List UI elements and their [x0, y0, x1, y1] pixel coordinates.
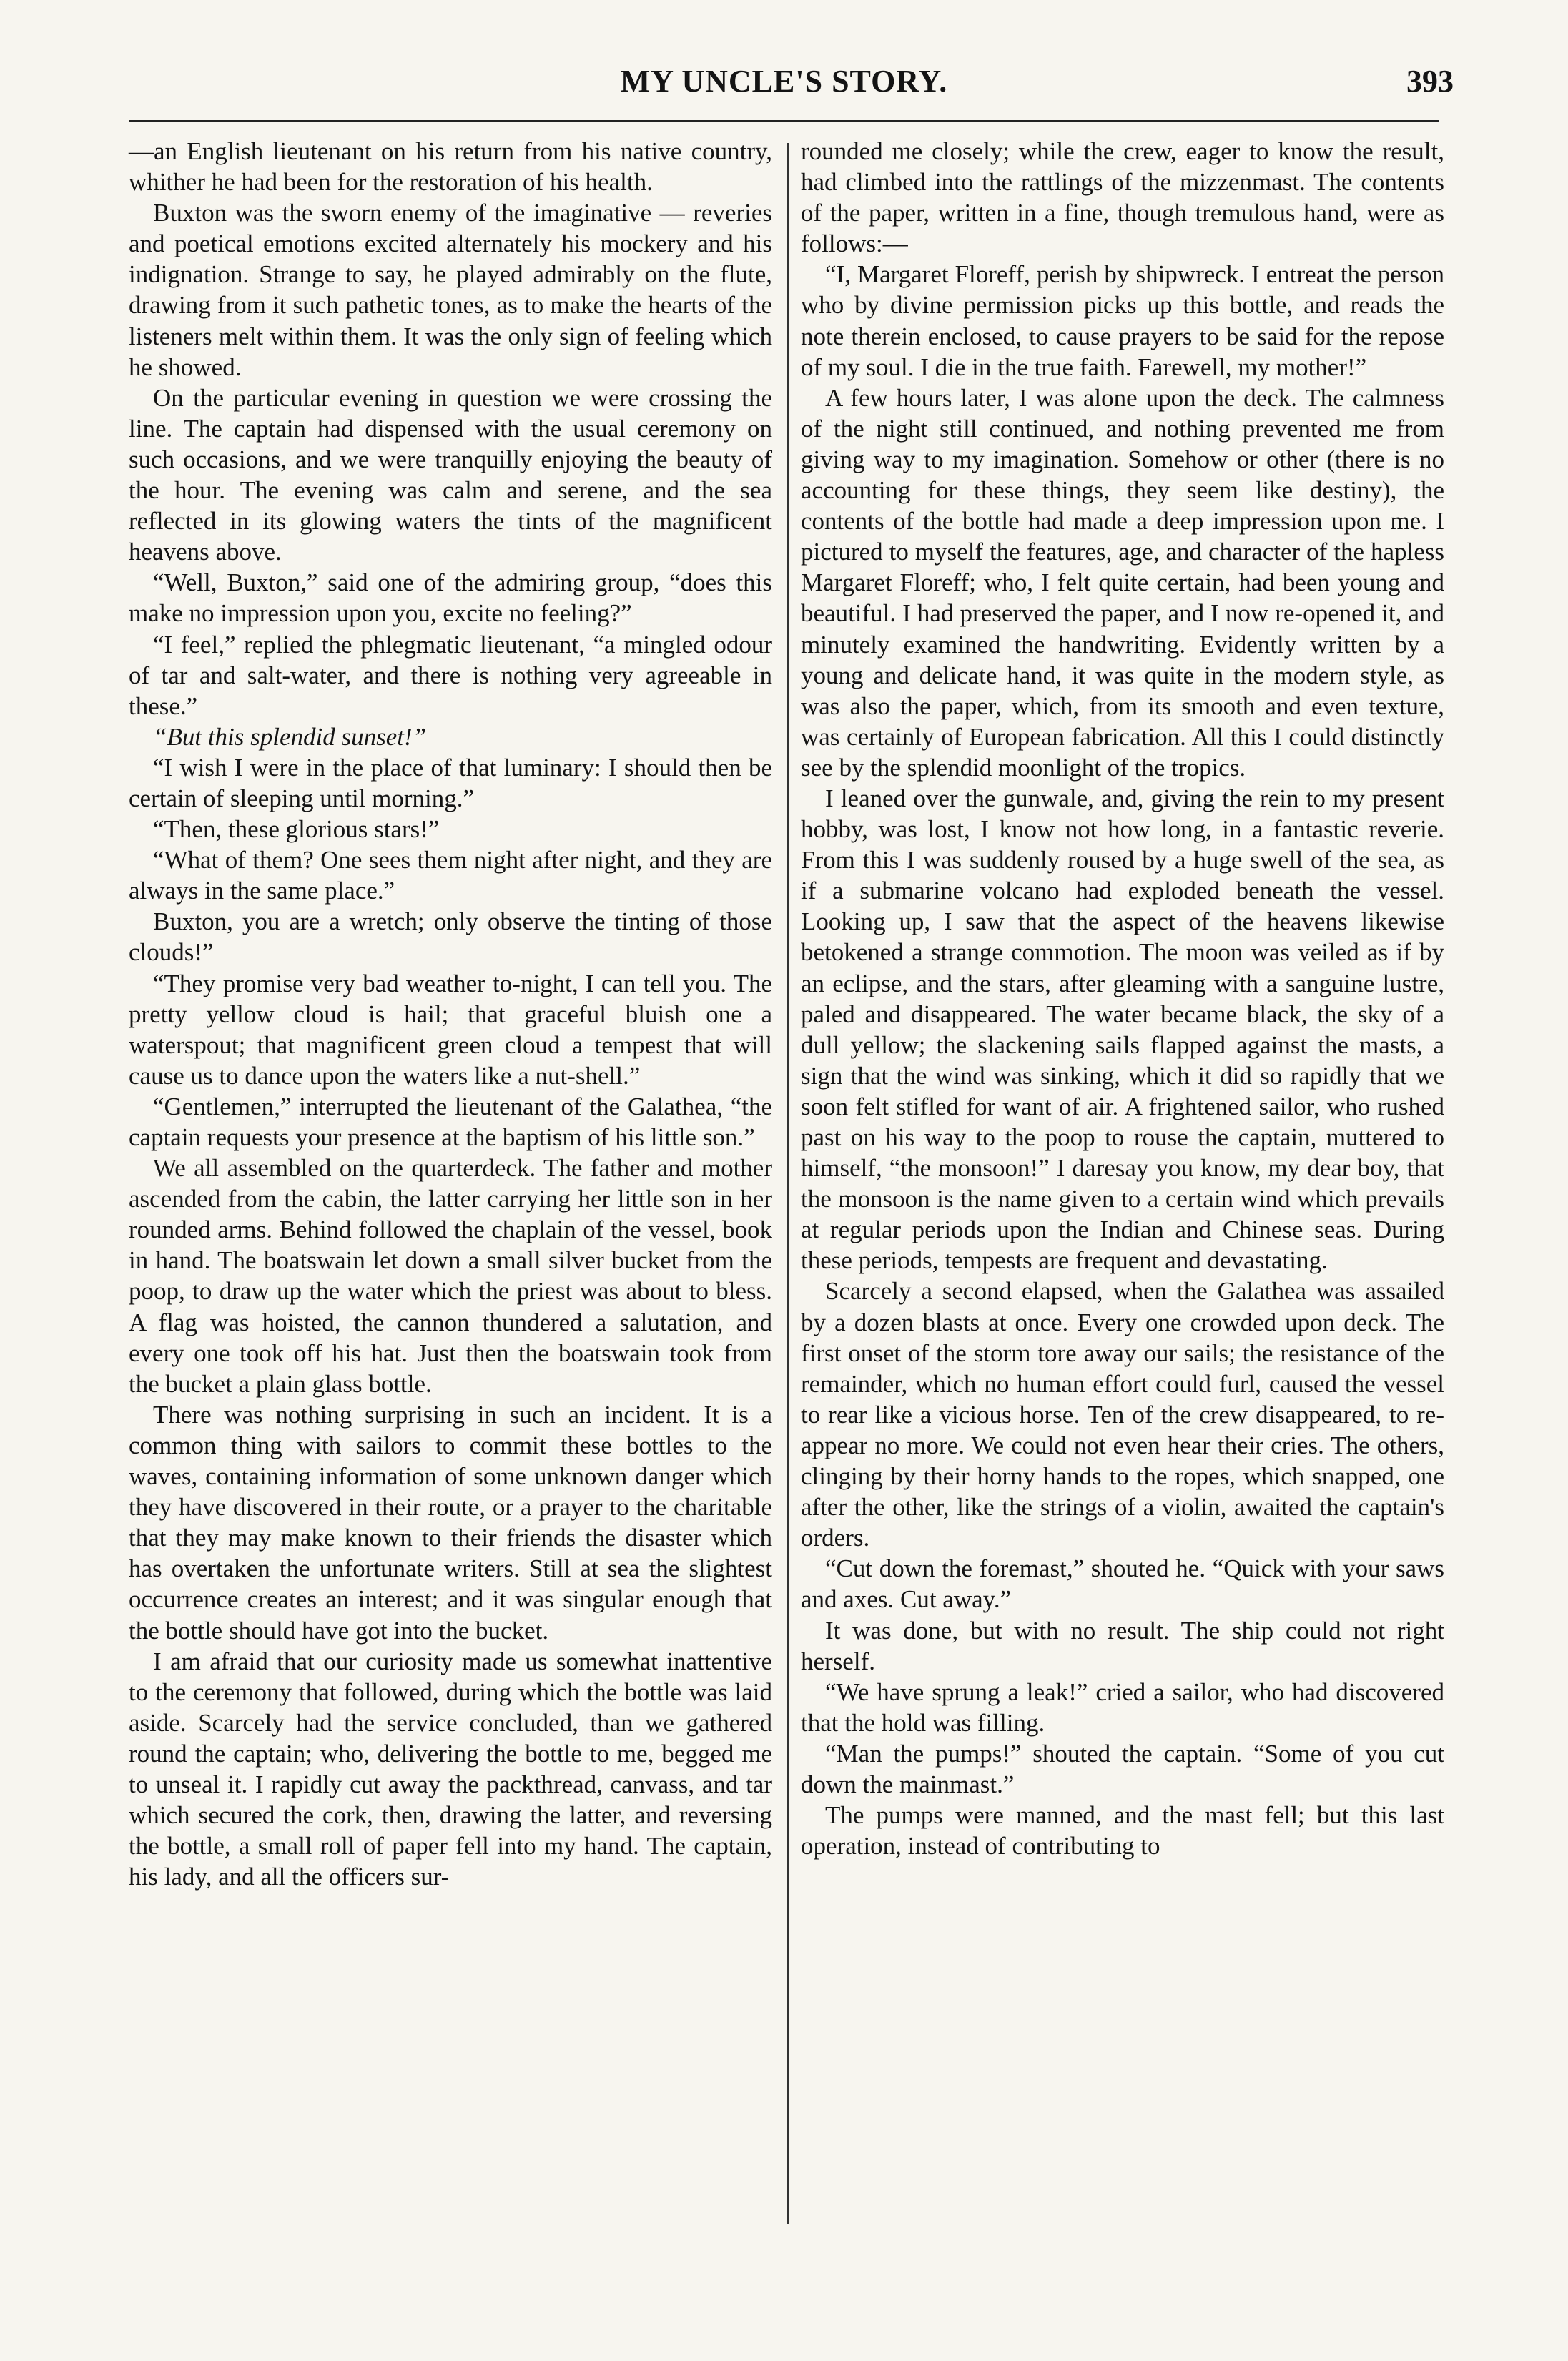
paragraph: rounded me closely; while the crew, eager to know the result, had climbed into the rattlings of the mizzenmast. The contents of the paper, written in a fine, though tremulous hand, were as follows:— — [801, 137, 1444, 258]
note-text: “I, Margaret Floreff, perish by shipwreck. I entreat the person who by divine permission picks up this bottle, and reads the note therein enclosed, to cause prayers to be said for the repose of my soul. I die in the true faith. Farewell, my mother!” — [801, 260, 1444, 381]
paragraph: Buxton, you are a wretch; only observe the tinting of those clouds!” — [129, 907, 772, 967]
paragraph: Scarcely a second elapsed, when the Galathea was assailed by a dozen blasts at once. Every one crowded upon deck. The first onset of the storm tore away our sails; the resistance of the remainder, which no human effort could furl, caused the vessel to rear like a vicious horse. Ten of the crew disappeared, to re-appear no more. We could not even hear their cries. The others, clinging by their horny hands to the ropes, which snapped, one after the other, like the strings of a violin, awaited the captain's orders. — [801, 1277, 1444, 1552]
paragraph: “I feel,” replied the phlegmatic lieutenant, “a mingled odour of tar and salt-water, and there is nothing very agreeable in these.” — [129, 630, 772, 720]
paragraph: It was done, but with no result. The ship could not right herself. — [801, 1616, 1444, 1675]
paragraph: “Well, Buxton,” said one of the admiring group, “does this make no impression upon you, excite no feeling?” — [129, 568, 772, 628]
paragraph: Buxton was the sworn enemy of the imaginative — reveries and poetical emotions excited alternately his mockery and his indignation. Strange to say, he played admirably on the flute, drawing from it such pathetic tones, as to make the hearts of the listeners melt within them. It was the only sign of feeling which he showed. — [129, 199, 772, 381]
paragraph: “Gentlemen,” interrupted the lieutenant of the Galathea, “the captain requests your presence at the baptism of his little son.” — [129, 1092, 772, 1151]
paragraph: —an English lieutenant on his return from his native country, whither he had been for the restoration of his health. — [129, 137, 772, 197]
paragraph: “I wish I were in the place of that luminary: I should then be certain of sleeping until morning.” — [129, 753, 772, 812]
paragraph: I am afraid that our curiosity made us somewhat inattentive to the ceremony that followed, during which the bottle was laid aside. Scarcely had the service concluded, than we gathered round the captain; who, delivering the bottle to me, begged me to unseal it. I rapidly cut away the packthread, canvass, and tar which secured the cork, then, drawing the latter, and reversing the bottle, a small roll of paper fell into my hand. The captain, his lady, and all the officers sur- — [129, 1647, 772, 1891]
paragraph: There was nothing surprising in such an incident. It is a common thing with sailors to commit these bottles to the waves, containing information of some unknown danger which they have discovered in their route, or a prayer to the charitable that they may make known to their friends the disaster which has overtaken the unfortunate writers. Still at sea the slightest occurrence creates an interest; and it was singular enough that the bottle should have got into the bucket. — [129, 1400, 772, 1645]
paragraph: “Man the pumps!” shouted the captain. “Some of you cut down the mainmast.” — [801, 1739, 1444, 1798]
paragraph: “But this splendid sunset!” — [153, 722, 427, 751]
paragraph: The pumps were manned, and the mast fell; but this last operation, instead of contributing to — [801, 1801, 1444, 1860]
paragraph: On the particular evening in question we were crossing the line. The captain had dispensed with the usual ceremony on such occasions, and we were tranquilly enjoying the beauty of the hour. The evening was calm and serene, and the sea reflected in its glowing waters the tints of the magnificent heavens above. — [129, 383, 772, 566]
running-title: MY UNCLE'S STORY. — [620, 64, 948, 99]
right-column — [801, 136, 1444, 1861]
paragraph: “They promise very bad weather to-night, I can tell you. The pretty yellow cloud is hail; that graceful bluish one a waterspout; that magnificent green cloud a tempest that will cause us to dance upon the waters like a nut-shell.” — [129, 969, 772, 1090]
paragraph: “What of them? One sees them night after night, and they are always in the same place.” — [129, 846, 772, 905]
left-column — [129, 136, 772, 1892]
paragraph: “Then, these glorious stars!” — [153, 815, 440, 844]
paragraph: “Cut down the foremast,” shouted he. “Quick with your saws and axes. Cut away.” — [801, 1554, 1444, 1614]
header-rule — [129, 120, 1439, 122]
page-number: 393 — [1406, 64, 1454, 99]
paragraph: I leaned over the gunwale, and, giving the rein to my present hobby, was lost, I know not how long, in a fantastic reverie. From this I was suddenly roused by a huge swell of the sea, as if a submarine volcano had exploded beneath the vessel. Looking up, I saw that the aspect of the heavens likewise betokened a strange commotion. The moon was veiled as if by an eclipse, and the stars, after gleaming with a sanguine lustre, paled and disappeared. The water became black, the sky of a dull yellow; the slackening sails flapped against the masts, a sign that the wind was sinking, which it did so rapidly that we soon felt stifled for want of air. A frightened sailor, who rushed past on his way to the poop to rouse the captain, muttered to himself, “the monsoon!” I daresay you know, my dear boy, that the monsoon is the name given to a certain wind which prevails at regular periods upon the Indian and Chinese seas. During these periods, tempests are frequent and devastating. — [801, 784, 1444, 1275]
column-divider — [787, 143, 789, 2224]
paragraph: A few hours later, I was alone upon the deck. The calmness of the night still continued, and nothing prevented me from giving way to my imagination. Somehow or other (there is no accounting for these things, they seem like destiny), the contents of the bottle had made a deep impression upon me. I pictured to myself the features, age, and character of the hapless Margaret Floreff; who, I felt quite certain, had been young and beautiful. I had preserved the paper, and I now re-opened it, and minutely examined the handwriting. Evidently written by a young and delicate hand, it was quite in the modern style, as was also the paper, which, from its smooth and even texture, was certainly of European fabrication. All this I could distinctly see by the splendid moonlight of the tropics. — [801, 383, 1444, 782]
paragraph: “We have sprung a leak!” cried a sailor, who had discovered that the hold was filling. — [801, 1677, 1444, 1737]
paragraph: We all assembled on the quarterdeck. The father and mother ascended from the cabin, the latter carrying her little son in her rounded arms. Behind followed the chaplain of the vessel, book in hand. The boatswain let down a small silver bucket from the poop, to draw up the water which the priest was about to bless. A flag was hoisted, the cannon thundered a salutation, and every one took off his hat. Just then the boatswain took from the bucket a plain glass bottle. — [129, 1154, 772, 1398]
page-header — [114, 63, 1454, 113]
